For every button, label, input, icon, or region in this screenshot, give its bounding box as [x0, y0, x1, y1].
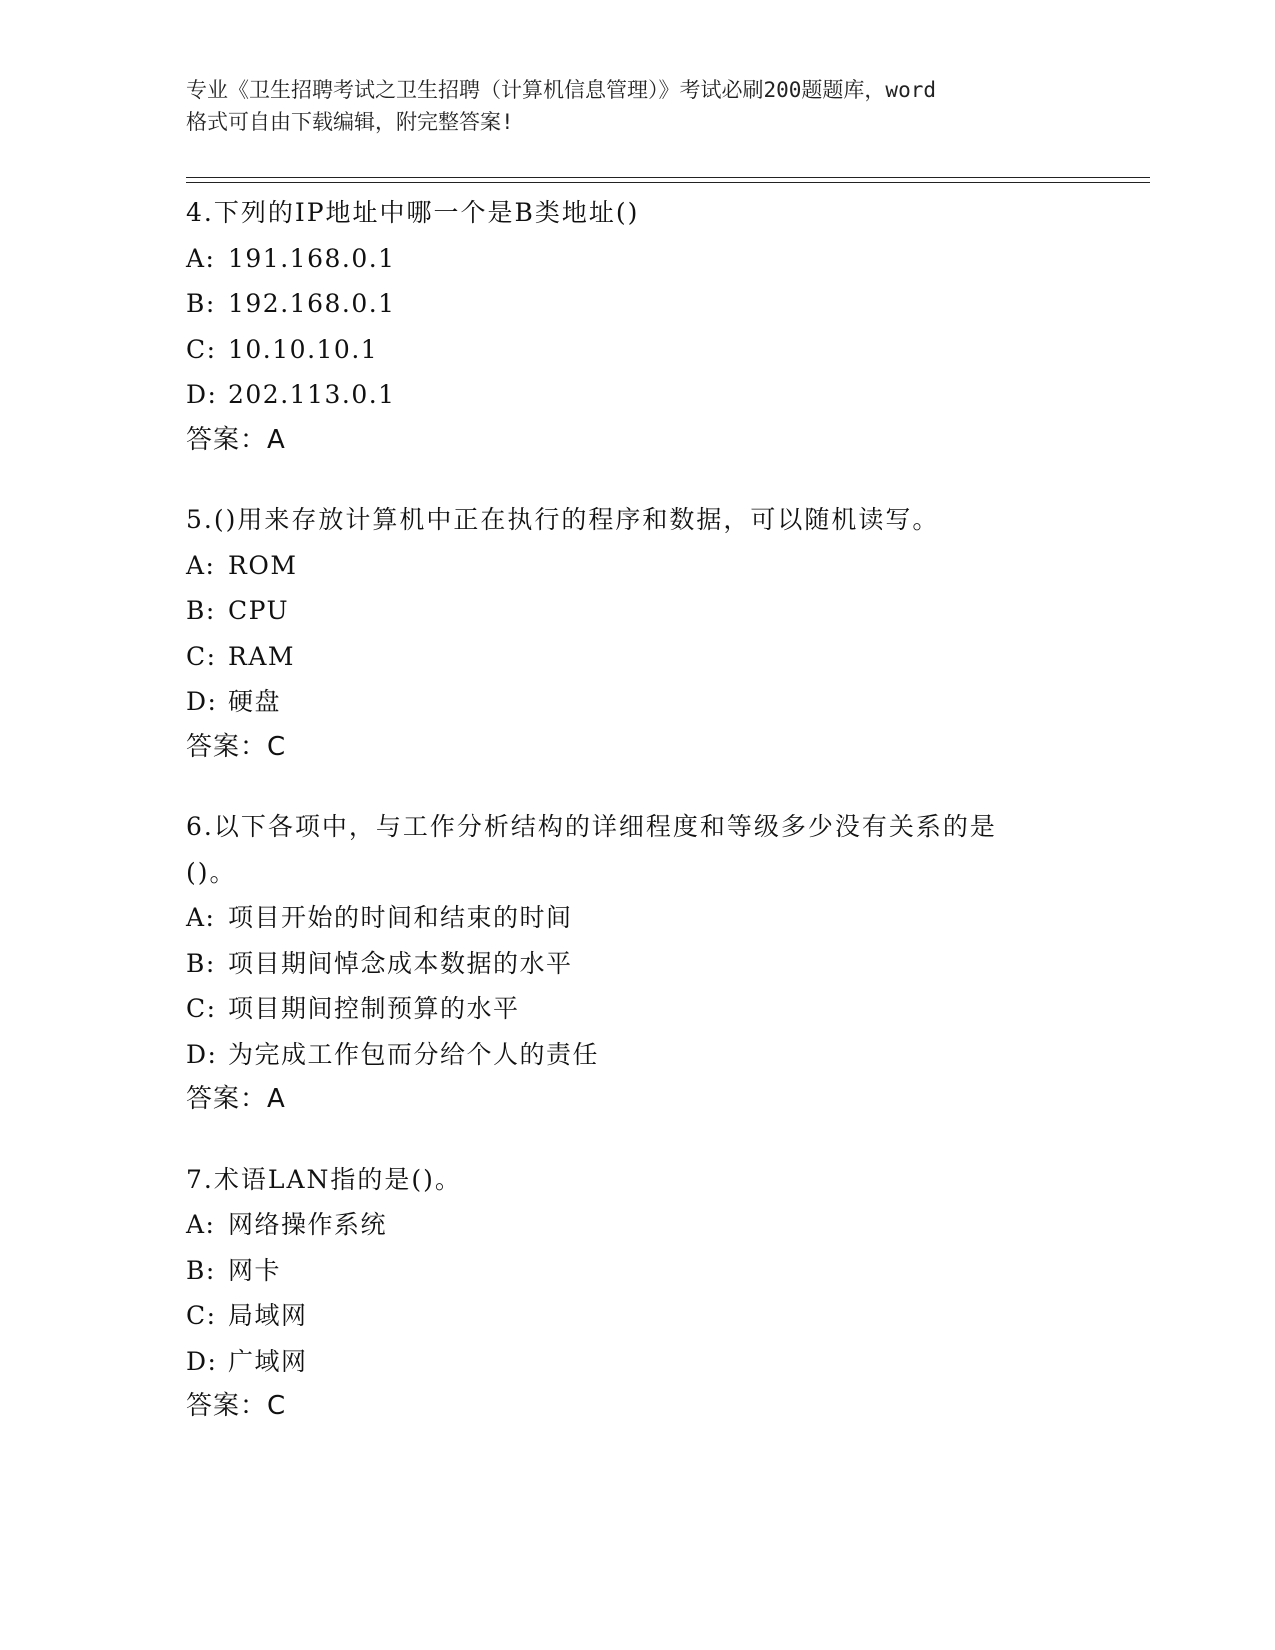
- option-b: [186, 588, 1086, 634]
- option-key: C:: [186, 641, 217, 671]
- option-d: [186, 372, 1086, 418]
- answer-line: 答案：A: [186, 424, 286, 455]
- option-b: [186, 941, 1086, 987]
- option-a: [186, 236, 1086, 282]
- option-c: [186, 634, 1086, 680]
- option-value: RAM: [228, 641, 295, 671]
- option-c: [186, 986, 1086, 1032]
- option-value: 202.113.0.1: [228, 380, 396, 409]
- option-d: [186, 1339, 1086, 1385]
- question-text: 7.术语LAN指的是()。: [186, 1164, 462, 1194]
- option-value: 局域网: [228, 1301, 308, 1330]
- question-list: [186, 190, 1086, 1464]
- option-b: [186, 281, 1086, 327]
- option-value: ROM: [228, 550, 298, 580]
- option-key: C:: [186, 1301, 217, 1330]
- option-value: 10.10.10.1: [228, 334, 379, 364]
- option-value: 硬盘: [228, 687, 282, 716]
- option-value: 网络操作系统: [228, 1210, 388, 1239]
- question-item: [186, 497, 1086, 770]
- option-b: [186, 1248, 1086, 1294]
- option-value: 192.168.0.1: [228, 289, 396, 318]
- question-item: [186, 804, 1086, 1123]
- question-item: [186, 1157, 1086, 1430]
- option-value: 项目期间控制预算的水平: [228, 994, 520, 1023]
- question-text: 6.以下各项中，与工作分析结构的详细程度和等级多少没有关系的是()。: [186, 812, 997, 887]
- option-value: CPU: [228, 596, 290, 625]
- option-value: 项目期间悼念成本数据的水平: [228, 948, 573, 978]
- option-key: B:: [186, 1255, 216, 1285]
- option-key: D:: [186, 1039, 218, 1069]
- document-header: [186, 74, 1086, 138]
- option-key: B:: [186, 289, 216, 318]
- option-key: A:: [186, 243, 216, 273]
- option-a: [186, 1202, 1086, 1248]
- option-key: B:: [186, 596, 216, 625]
- option-c: [186, 327, 1086, 373]
- option-key: D:: [186, 380, 218, 409]
- option-key: A:: [186, 1210, 216, 1239]
- option-value: 广域网: [228, 1346, 308, 1376]
- option-d: [186, 679, 1086, 725]
- option-a: [186, 895, 1086, 941]
- option-key: C:: [186, 334, 217, 364]
- option-a: [186, 543, 1086, 589]
- option-key: C:: [186, 994, 217, 1023]
- answer-line: 答案：A: [186, 1084, 286, 1114]
- header-line-1: 专业《卫生招聘考试之卫生招聘（计算机信息管理）》考试必刷200题题库，word: [186, 78, 936, 102]
- option-value: 网卡: [228, 1255, 282, 1285]
- option-value: 项目开始的时间和结束的时间: [228, 903, 573, 932]
- option-key: D:: [186, 687, 218, 716]
- option-value: 191.168.0.1: [228, 243, 396, 273]
- option-value: 为完成工作包而分给个人的责任: [228, 1039, 600, 1069]
- answer-line: 答案：C: [186, 1391, 287, 1421]
- question-text: 4.下列的IP地址中哪一个是B类地址(): [186, 198, 640, 227]
- header-line-2: 格式可自由下载编辑，附完整答案!: [186, 110, 514, 134]
- question-item: [186, 190, 1086, 463]
- question-text: 5.()用来存放计算机中正在执行的程序和数据，可以随机读写。: [186, 505, 940, 534]
- header-divider-bottom: [186, 182, 1150, 183]
- option-c: [186, 1293, 1086, 1339]
- header-divider-top: [186, 177, 1150, 178]
- option-d: [186, 1032, 1086, 1078]
- option-key: A:: [186, 903, 216, 932]
- answer-line: 答案：C: [186, 731, 287, 762]
- option-key: B:: [186, 948, 216, 978]
- option-key: A:: [186, 550, 216, 580]
- option-key: D:: [186, 1346, 218, 1376]
